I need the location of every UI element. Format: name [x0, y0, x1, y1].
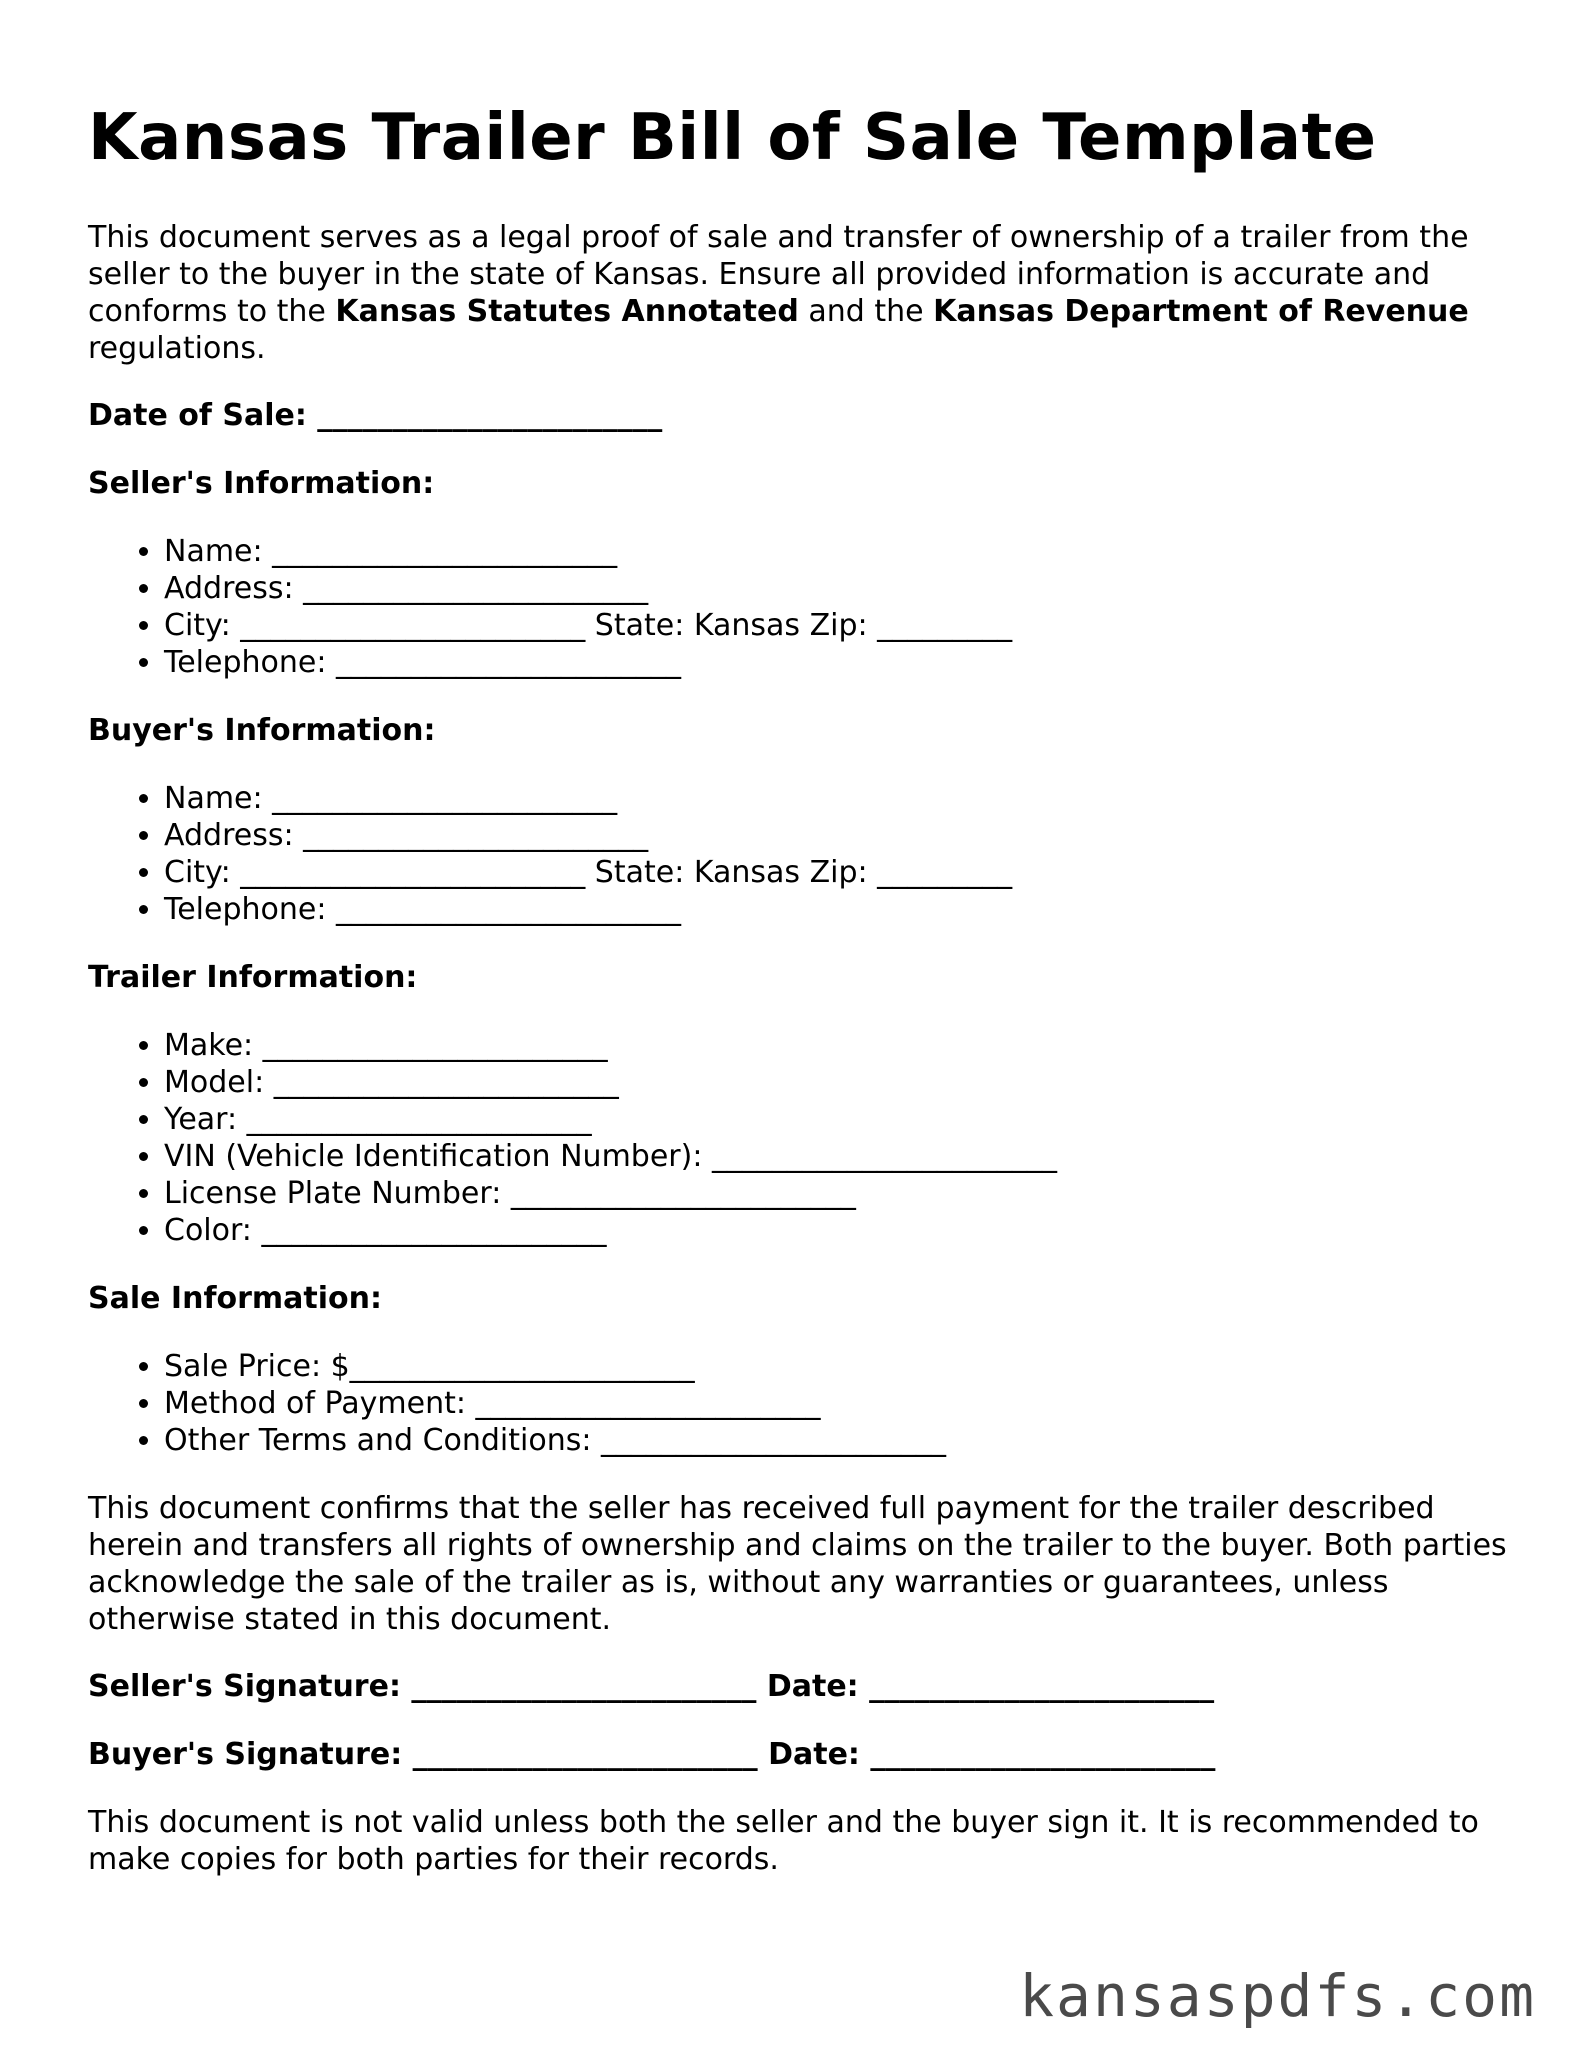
payment-method-field[interactable]: • Method of Payment: _______________________	[164, 1385, 1508, 1422]
intro-bold-statutes: Kansas Statutes Annotated	[335, 293, 799, 329]
trailer-vin-field[interactable]: • VIN (Vehicle Identification Number): _______________________	[164, 1138, 1508, 1175]
trailer-year-field[interactable]: • Year: _______________________	[164, 1101, 1508, 1138]
buyer-city-state-zip-field[interactable]: • City: _______________________ State: Kansas Zip: _________	[164, 854, 1508, 891]
page-title: Kansas Trailer Bill of Sale Template	[88, 101, 1377, 175]
buyer-signature-line[interactable]: Buyer's Signature: _______________________ Date: _______________________	[88, 1736, 1216, 1772]
seller-signature-line[interactable]: Seller's Signature: _______________________ Date: _______________________	[88, 1668, 1215, 1704]
trailer-info-list	[88, 1027, 1508, 1249]
seller-info-heading: Seller's Information:	[88, 465, 435, 501]
buyer-address-field[interactable]: • Address: _______________________	[164, 817, 1508, 854]
confirmation-paragraph: This document confirms that the seller has received full payment for the trailer described herein and transfers all rights of ownership and claims on the trailer to the buyer. Both parties acknowledge the sale of the trailer as is, without any warranties or guarantees, unless otherwise stated in this document.	[88, 1490, 1507, 1637]
buyer-info-heading: Buyer's Information:	[88, 712, 436, 748]
site-watermark: kansaspdfs.com	[1019, 1962, 1536, 2030]
closing-paragraph: This document is not valid unless both the seller and the buyer sign it. It is recommended to make copies for both parties for their records.	[88, 1804, 1479, 1877]
trailer-make-field[interactable]: • Make: _______________________	[164, 1027, 1508, 1064]
intro-text-after: regulations.	[88, 330, 266, 366]
other-terms-field[interactable]: • Other Terms and Conditions: _______________________	[164, 1422, 1508, 1459]
intro-text-before: This document serves as a legal proof of sale and transfer of ownership of a trailer from the seller to the buyer in the state of Kansas. Ensure all provided information is accurate and conforms to the	[88, 219, 1469, 329]
trailer-license-plate-field[interactable]: • License Plate Number: _______________________	[164, 1175, 1508, 1212]
date-of-sale-field[interactable]: Date of Sale: _______________________	[88, 397, 663, 433]
document-page	[88, 100, 1508, 1878]
seller-city-state-zip-field[interactable]: • City: _______________________ State: Kansas Zip: _________	[164, 607, 1508, 644]
seller-telephone-field[interactable]: • Telephone: _______________________	[164, 644, 1508, 681]
buyer-name-field[interactable]: • Name: _______________________	[164, 780, 1508, 817]
intro-bold-department: Kansas Department of Revenue	[933, 293, 1469, 329]
seller-name-field[interactable]: • Name: _______________________	[164, 533, 1508, 570]
seller-address-field[interactable]: • Address: _______________________	[164, 570, 1508, 607]
intro-paragraph	[88, 219, 1508, 367]
trailer-info-heading: Trailer Information:	[88, 959, 418, 995]
sale-info-list	[88, 1348, 1508, 1459]
trailer-color-field[interactable]: • Color: _______________________	[164, 1212, 1508, 1249]
buyer-info-list	[88, 780, 1508, 928]
intro-text-mid: and the	[798, 293, 934, 329]
trailer-model-field[interactable]: • Model: _______________________	[164, 1064, 1508, 1101]
buyer-telephone-field[interactable]: • Telephone: _______________________	[164, 891, 1508, 928]
seller-info-list	[88, 533, 1508, 681]
sale-info-heading: Sale Information:	[88, 1280, 382, 1316]
sale-price-field[interactable]: • Sale Price: $_______________________	[164, 1348, 1508, 1385]
